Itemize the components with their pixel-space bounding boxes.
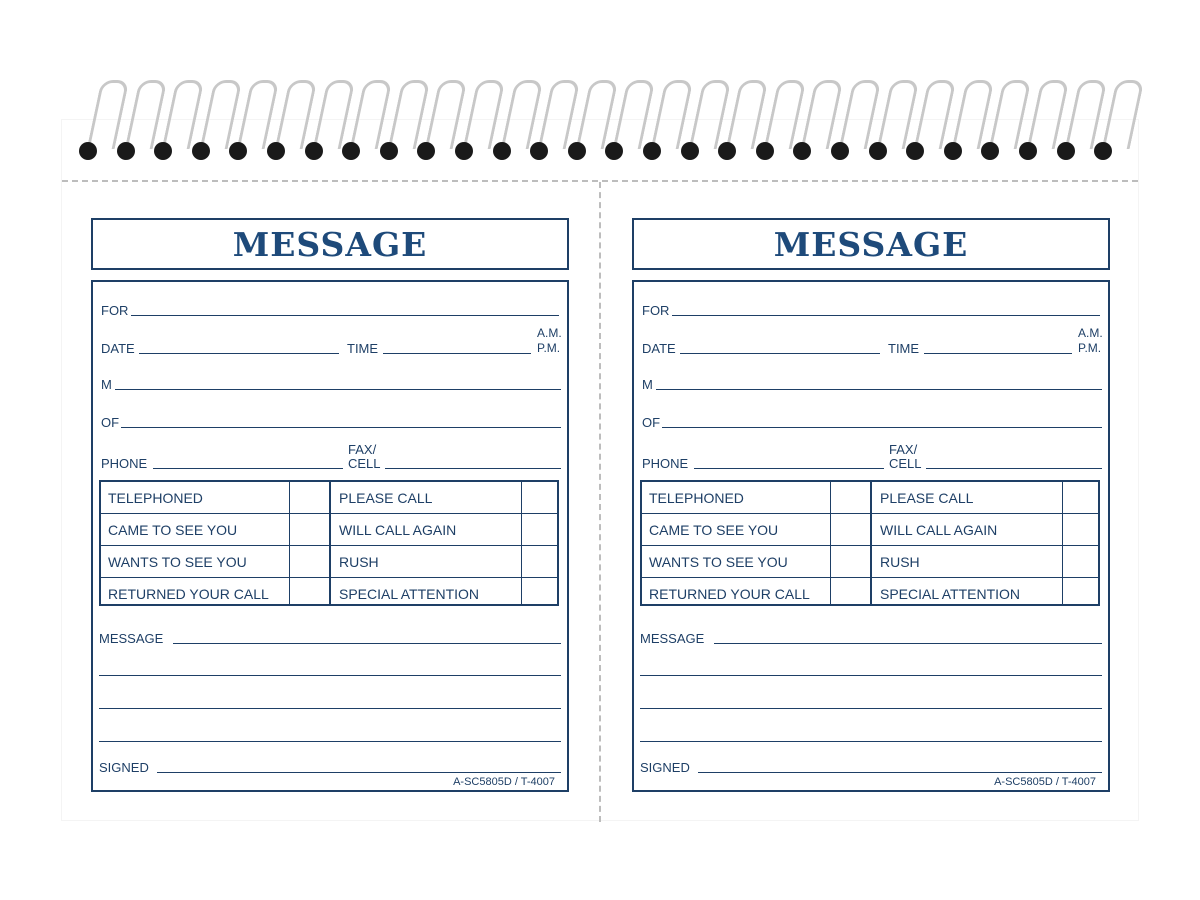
slip-title: MESSAGE bbox=[773, 224, 969, 264]
spiral-ring bbox=[651, 80, 694, 149]
spiral-ring bbox=[575, 80, 618, 149]
fax-label: FAX/ bbox=[348, 442, 377, 457]
special-attention-label: SPECIAL ATTENTION bbox=[880, 586, 1021, 602]
message-label: MESSAGE bbox=[640, 631, 705, 646]
cell-label: CELL bbox=[348, 456, 381, 471]
m-label: M bbox=[101, 377, 112, 392]
date-field[interactable] bbox=[680, 353, 880, 354]
spiral-ring bbox=[688, 80, 731, 149]
checkbox-row bbox=[101, 482, 557, 514]
binding-hole bbox=[154, 142, 172, 160]
spiral-ring bbox=[839, 80, 882, 149]
checkbox-grid bbox=[640, 480, 1100, 606]
for-field[interactable] bbox=[131, 315, 559, 316]
returned-your-call-label: RETURNED YOUR CALL bbox=[108, 586, 269, 602]
time-label: TIME bbox=[347, 341, 379, 356]
binding-hole bbox=[906, 142, 924, 160]
message-line[interactable] bbox=[99, 708, 561, 709]
rush-label: RUSH bbox=[339, 554, 379, 570]
for-label: FOR bbox=[642, 303, 670, 318]
checkbox-row bbox=[642, 577, 1098, 610]
binding-hole bbox=[718, 142, 736, 160]
binding-hole bbox=[605, 142, 623, 160]
spiral-ring bbox=[199, 80, 242, 149]
of-label: OF bbox=[642, 415, 661, 430]
binding-hole bbox=[380, 142, 398, 160]
date-label: DATE bbox=[642, 341, 676, 356]
binding-hole bbox=[117, 142, 135, 160]
slip-title: MESSAGE bbox=[232, 224, 428, 264]
binding-hole bbox=[981, 142, 999, 160]
message-line[interactable] bbox=[640, 741, 1102, 742]
am-label: A.M. bbox=[1078, 326, 1103, 340]
spiral-ring bbox=[237, 80, 280, 149]
spiral-ring bbox=[951, 80, 994, 149]
message-slip-right bbox=[632, 218, 1110, 788]
m-field[interactable] bbox=[115, 389, 561, 390]
came-to-see-you-label: CAME TO SEE YOU bbox=[108, 522, 238, 538]
spiral-ring bbox=[387, 80, 430, 149]
checkbox-row bbox=[642, 513, 1098, 546]
spiral-ring bbox=[613, 80, 656, 149]
time-field[interactable] bbox=[383, 353, 531, 354]
binding-hole bbox=[342, 142, 360, 160]
message-line[interactable] bbox=[99, 675, 561, 676]
spiral-ring bbox=[763, 80, 806, 149]
wants-to-see-you-label: WANTS TO SEE YOU bbox=[108, 554, 247, 570]
spiral-ring bbox=[162, 80, 205, 149]
telephoned-label: TELEPHONED bbox=[649, 490, 744, 506]
date-field[interactable] bbox=[139, 353, 339, 354]
phone-field[interactable] bbox=[153, 468, 343, 469]
binding-hole bbox=[643, 142, 661, 160]
spiral-ring bbox=[1027, 80, 1070, 149]
binding-hole bbox=[1094, 142, 1112, 160]
message-line[interactable] bbox=[640, 675, 1102, 676]
signed-field[interactable] bbox=[157, 772, 561, 773]
binding-hole bbox=[493, 142, 511, 160]
spiral-ring bbox=[876, 80, 919, 149]
binding-hole bbox=[229, 142, 247, 160]
of-label: OF bbox=[101, 415, 120, 430]
time-label: TIME bbox=[888, 341, 920, 356]
signed-label: SIGNED bbox=[99, 760, 149, 775]
checkbox-row bbox=[101, 545, 557, 578]
spiral-ring bbox=[801, 80, 844, 149]
binding-hole bbox=[1057, 142, 1075, 160]
please-call-label: PLEASE CALL bbox=[880, 490, 974, 506]
checkbox-row bbox=[101, 513, 557, 546]
rush-label: RUSH bbox=[880, 554, 920, 570]
binding-hole bbox=[455, 142, 473, 160]
spiral-ring bbox=[312, 80, 355, 149]
binding-hole bbox=[869, 142, 887, 160]
m-label: M bbox=[642, 377, 653, 392]
spiral-ring bbox=[989, 80, 1032, 149]
wants-to-see-you-label: WANTS TO SEE YOU bbox=[649, 554, 788, 570]
am-label: A.M. bbox=[537, 326, 562, 340]
please-call-label: PLEASE CALL bbox=[339, 490, 433, 506]
binding-hole bbox=[793, 142, 811, 160]
slip-body bbox=[632, 280, 1110, 792]
binding-hole bbox=[831, 142, 849, 160]
came-to-see-you-label: CAME TO SEE YOU bbox=[649, 522, 779, 538]
spiral-ring bbox=[500, 80, 543, 149]
spiral-binding bbox=[0, 0, 1200, 175]
phone-label: PHONE bbox=[101, 456, 148, 471]
spiral-ring bbox=[914, 80, 957, 149]
will-call-again-label: WILL CALL AGAIN bbox=[880, 522, 998, 538]
title-box bbox=[632, 218, 1110, 270]
checkbox-row bbox=[642, 545, 1098, 578]
message-line[interactable] bbox=[99, 741, 561, 742]
special-attention-label: SPECIAL ATTENTION bbox=[339, 586, 480, 602]
binding-hole bbox=[530, 142, 548, 160]
checkbox-row bbox=[101, 577, 557, 610]
spiral-ring bbox=[124, 80, 167, 149]
binding-hole bbox=[305, 142, 323, 160]
binding-hole bbox=[267, 142, 285, 160]
spiral-ring bbox=[275, 80, 318, 149]
spiral-ring bbox=[463, 80, 506, 149]
binding-hole bbox=[756, 142, 774, 160]
of-field[interactable] bbox=[662, 427, 1102, 428]
message-line[interactable] bbox=[173, 643, 561, 644]
of-field[interactable] bbox=[121, 427, 561, 428]
pm-label: P.M. bbox=[1078, 341, 1102, 355]
m-field[interactable] bbox=[656, 389, 1102, 390]
for-field[interactable] bbox=[672, 315, 1100, 316]
binding-hole bbox=[568, 142, 586, 160]
spiral-ring bbox=[538, 80, 581, 149]
checkbox-row bbox=[642, 482, 1098, 514]
message-slip-left bbox=[91, 218, 569, 788]
binding-hole bbox=[79, 142, 97, 160]
spiral-ring bbox=[87, 80, 130, 149]
spiral-ring bbox=[726, 80, 769, 149]
center-perforation-line bbox=[599, 182, 601, 822]
time-field[interactable] bbox=[924, 353, 1072, 354]
fax-label: FAX/ bbox=[889, 442, 918, 457]
slip-body bbox=[91, 280, 569, 792]
binding-hole bbox=[1019, 142, 1037, 160]
telephoned-label: TELEPHONED bbox=[108, 490, 203, 506]
date-label: DATE bbox=[101, 341, 135, 356]
message-label: MESSAGE bbox=[99, 631, 164, 646]
cell-label: CELL bbox=[889, 456, 922, 471]
binding-hole bbox=[417, 142, 435, 160]
fax-cell-field[interactable] bbox=[385, 468, 561, 469]
pm-label: P.M. bbox=[537, 341, 561, 355]
fax-cell-field[interactable] bbox=[926, 468, 1102, 469]
for-label: FOR bbox=[101, 303, 129, 318]
phone-field[interactable] bbox=[694, 468, 884, 469]
message-line[interactable] bbox=[640, 708, 1102, 709]
binding-hole bbox=[944, 142, 962, 160]
spiral-ring bbox=[1102, 80, 1145, 149]
spiral-ring bbox=[350, 80, 393, 149]
title-box bbox=[91, 218, 569, 270]
binding-hole bbox=[192, 142, 210, 160]
will-call-again-label: WILL CALL AGAIN bbox=[339, 522, 457, 538]
form-code: A-SC5805D / T-4007 bbox=[453, 776, 555, 788]
spiral-ring bbox=[1064, 80, 1107, 149]
form-code: A-SC5805D / T-4007 bbox=[994, 776, 1096, 788]
phone-label: PHONE bbox=[642, 456, 689, 471]
message-line[interactable] bbox=[714, 643, 1102, 644]
binding-hole bbox=[681, 142, 699, 160]
signed-field[interactable] bbox=[698, 772, 1102, 773]
returned-your-call-label: RETURNED YOUR CALL bbox=[649, 586, 810, 602]
signed-label: SIGNED bbox=[640, 760, 690, 775]
checkbox-grid bbox=[99, 480, 559, 606]
spiral-ring bbox=[425, 80, 468, 149]
